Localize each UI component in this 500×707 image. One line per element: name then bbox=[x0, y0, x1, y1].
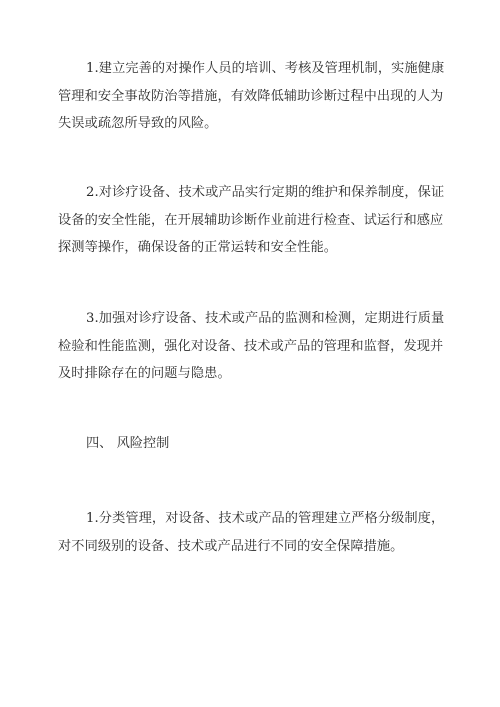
section-heading-risk-control: 四、 风险控制 bbox=[86, 436, 170, 451]
paragraph-monitoring-inspection: 3.加强对诊疗设备、技术或产品的监测和检测，定期进行质量检验和性能监测，强化对设备、技术或产品的管理和监督，发现并及时排除存在的问题与隐患。 bbox=[58, 311, 445, 381]
paragraph-operator-training: 1.建立完善的对操作人员的培训、考核及管理机制，实施健康管理和安全事故防治等措施，有效降低辅助诊断过程中出现的人为失误或疏忽所导致的风险。 bbox=[58, 61, 445, 131]
paragraph-equipment-maintenance: 2.对诊疗设备、技术或产品实行定期的维护和保养制度，保证设备的安全性能，在开展辅助诊断作业前进行检查、试运行和感应探测等操作，确保设备的正常运转和安全性能。 bbox=[58, 185, 445, 255]
paragraph-classified-management: 1.分类管理，对设备、技术或产品的管理建立严格分级制度，对不同级别的设备、技术或产品进行不同的安全保障措施。 bbox=[58, 511, 445, 554]
